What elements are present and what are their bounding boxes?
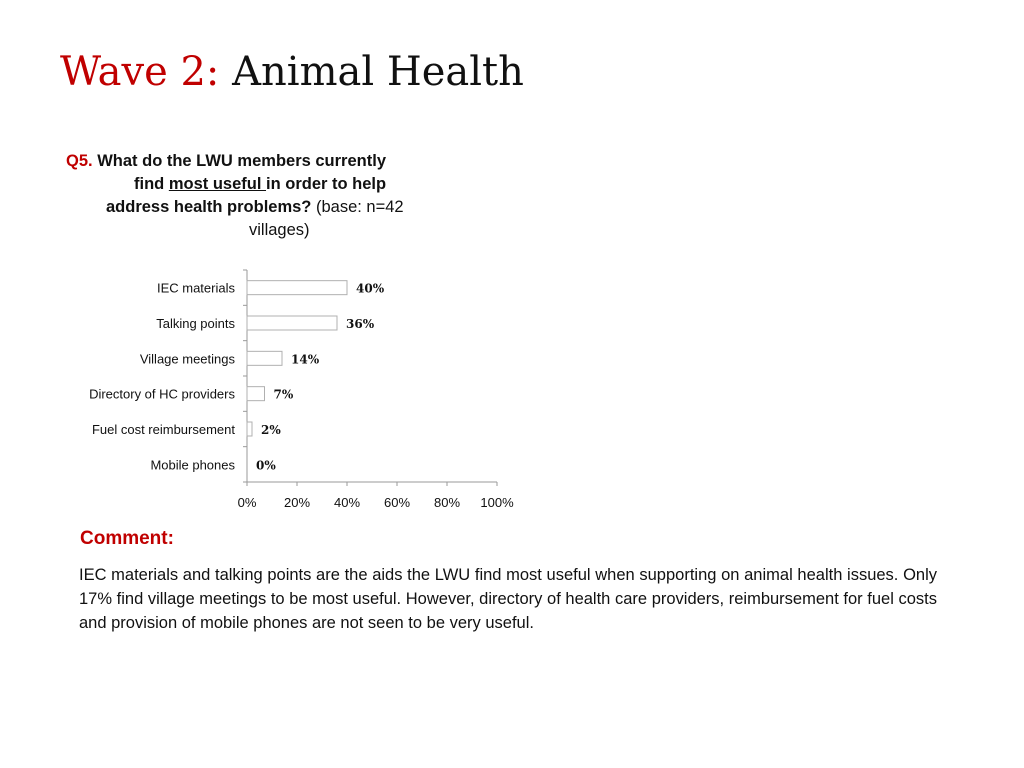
category-label: Talking points [156, 316, 235, 331]
value-label: 2% [261, 423, 281, 437]
value-label: 14% [291, 352, 320, 367]
category-label: Village meetings [139, 351, 235, 367]
slide-title-prefix: Wave 2: [60, 49, 220, 95]
x-tick-label: 0% [237, 495, 257, 510]
bar [247, 316, 337, 330]
question-line-4 [60, 219, 510, 242]
x-tick-label: 40% [333, 495, 361, 510]
question-line-1 [60, 150, 510, 173]
comment-body: IEC materials and talking points are the aids the LWU find most useful when supporting on animal health issues. Only 17% find village meetings to be most useful. However, directory of health care providers, reimbursement for fuel costs and provision of mobile phones are not seen to be very useful. [79, 566, 937, 632]
usefulness-bar-chart [60, 262, 540, 518]
x-tick-label: 100% [480, 495, 514, 510]
x-tick-label: 20% [283, 495, 311, 510]
category-label: Fuel cost reimbursement [91, 422, 235, 437]
slide-title-topic: Animal Health [232, 49, 524, 95]
comment-heading: Comment: [80, 528, 174, 549]
bar [247, 351, 282, 365]
question-emphasis: most useful [168, 175, 267, 193]
category-label: Directory of HC providers [89, 386, 235, 402]
value-label: 0% [256, 458, 276, 473]
bar [247, 387, 265, 401]
value-label: 7% [273, 387, 294, 402]
question-base-note-2: villages) [249, 221, 310, 239]
question-base-note: (base: n=42 [311, 198, 404, 216]
category-label: IEC materials [156, 280, 235, 296]
category-label: Mobile phones [150, 457, 235, 473]
question-part-3: in order to help [266, 175, 387, 193]
x-tick-label: 60% [383, 495, 411, 510]
question-number: Q5. [66, 152, 93, 170]
value-label: 36% [346, 317, 375, 331]
question-part-4: address health problems? [106, 198, 312, 216]
question-part-1: What do the LWU members currently [97, 152, 386, 170]
x-tick-label: 80% [433, 495, 461, 510]
value-label: 40% [356, 281, 385, 296]
bar [247, 281, 347, 295]
bar [247, 422, 252, 436]
question-text [60, 150, 510, 242]
question-line-2 [60, 173, 510, 196]
slide-title [60, 46, 524, 98]
question-line-3 [60, 196, 510, 219]
question-part-2: find [134, 175, 169, 193]
